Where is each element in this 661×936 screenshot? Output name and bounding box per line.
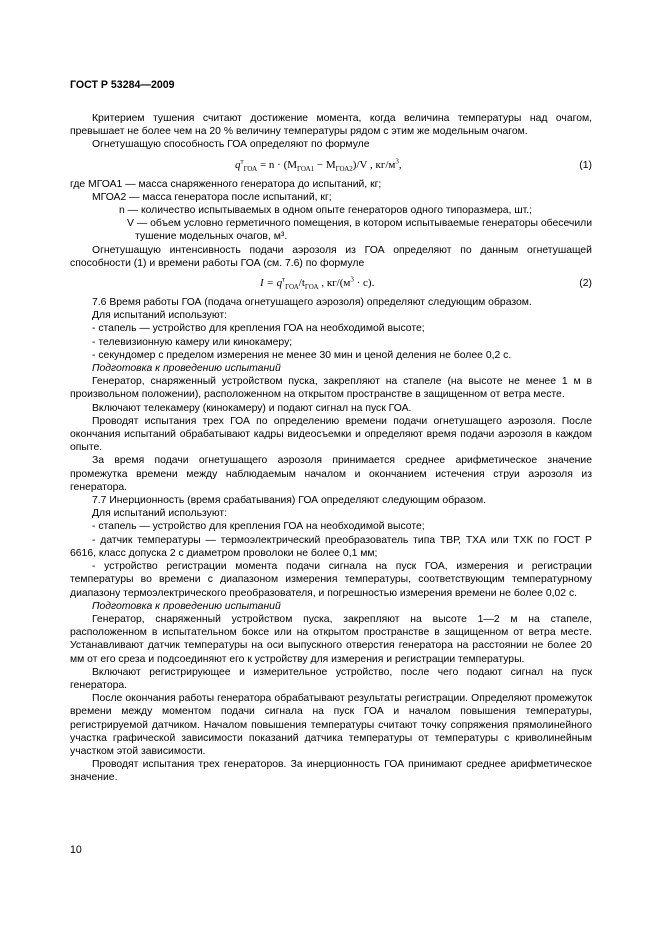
paragraph: Включают телекамеру (кинокамеру) и подают сигнал на пуск ГОА. (92, 402, 412, 414)
list-item: - телевизионную камеру или кинокамеру; (92, 336, 293, 348)
formula-sup: т (240, 156, 244, 165)
definition-item: MГОА2 — масса генератора после испытаний, кг; (92, 191, 332, 203)
formula-1-expression (235, 156, 402, 173)
paragraph: Для испытаний используют: (92, 508, 228, 520)
paragraph: Включают регистрирующее и измерительное устройство, после чего подают сигнал на пуск генератора. (70, 666, 592, 691)
formula-part: , (398, 158, 402, 171)
paragraph: За время подачи огнетушащего аэрозоля принимается среднее арифметическое значение промежутка времени между наблюдаемым началом и окончанием истечения струи аэрозоля из генератора. (70, 455, 592, 493)
formula-1 (70, 154, 592, 178)
page-content (70, 112, 592, 785)
formula-sub: ГОА (304, 283, 319, 292)
formula-symbol: I = q (260, 277, 283, 290)
definition-item: n — количество испытываемых в одном опыте генераторов одного типоразмера, шт.; (119, 205, 533, 217)
formula-sub: ГОА1 (297, 164, 315, 173)
formula-part: − M (314, 158, 336, 171)
formula-part: · с). (353, 277, 375, 290)
formula-sub: ГОА (243, 164, 258, 173)
list-item: - устройство регистрации момента подачи сигнала на пуск ГОА, измерения и регистрации температуры во времени с диапазоном измерения температуры, соответствующим температурному диапазону термоэлектрического преобразователя, и погрешностью измерения времени не более 0,02 с. (70, 561, 592, 599)
paragraph: Для испытаний используют: (92, 310, 228, 322)
formula-definitions (70, 178, 592, 244)
paragraph: Огнетушащую способность ГОА определяют по формуле (92, 139, 370, 151)
formula-part: , кг/(м (318, 277, 351, 290)
definition-item: V — объем условно герметичного помещения, в котором испытываемые генераторы обесечили тушение модельных очагов, м³. (127, 218, 592, 243)
paragraph: Проводят испытания трех ГОА по определению времени подачи огнетушащего аэрозоля. После окончания испытаний обрабатывают кадры видеосъемки и определяют время подачи аэрозоля в каждом опыте. (70, 415, 592, 454)
definition-item: где MГОА1 — масса снаряженного генератора до испытаний, кг; (70, 178, 382, 190)
formula-sup: 3 (395, 156, 399, 165)
formula-sub: ГОА2 (335, 164, 353, 173)
list-item: - стапель — устройство для крепления ГОА на необходимой высоте; (92, 323, 425, 335)
section-heading-7-7: 7.7 Инерционность (время срабатывания) ГОА определяют следующим образом. (92, 495, 486, 507)
formula-1-number: (1) (579, 159, 592, 171)
document-header: ГОСТ Р 53284—2009 (70, 79, 175, 91)
formula-sup: т (282, 275, 286, 284)
formula-sup: 3 (350, 275, 354, 284)
formula-part: = n · (M (257, 158, 298, 171)
list-item: - секундомер с пределом измерения не менее 30 мин и ценой деления не более 0,2 с. (92, 349, 512, 361)
subheading: Подготовка к проведению испытаний (92, 363, 281, 375)
list-item: - стапель — устройство для крепления ГОА на необходимой высоте; (92, 521, 425, 533)
formula-part: /t (298, 277, 305, 290)
formula-symbol: q (235, 158, 241, 171)
page-number: 10 (70, 844, 82, 856)
paragraph: Проводят испытания трех генераторов. За инерционность ГОА принимают среднее арифметическое значение. (70, 759, 592, 784)
paragraph: Генератор, снаряженный устройством пуска, закрепляют на высоте 1—2 м на стапеле, расположенном в испытательном боксе или на открытом пространстве в защищенном от ветра месте. Устанавливают датчик температуры на оси выпускного отверстия генератора на расстоянии не более 20 мм от его среза и подсоединяют его к устройству для измерения и регистрации температуры. (70, 613, 592, 665)
paragraph: Критерием тушения считают достижение момента, когда величина температуры над очагом, превышает не более чем на 20 % величину температуры рядом с этим же модельным очагом. (70, 113, 592, 138)
paragraph: После окончания работы генератора обрабатывают результаты регистрации. Определяют промежуток времени между моментом подачи сигнала на пуск ГОА и началом повышения температуры, регистрируемой датчиком. Началом повышения температуры считают точку сопряжения прямолинейного участка графической зависимости показаний датчика температуры от температуры с криволинейным участком этой зависимости. (70, 693, 592, 757)
subheading: Подготовка к проведению испытаний (92, 600, 281, 612)
list-item: - датчик температуры — термоэлектрический преобразователь типа ТВР, ТХА или ТХК по ГОСТ Р 6616, класс допуска 2 с диаметром проволоки не более 0,1 мм; (70, 534, 592, 559)
formula-sub: ГОА (285, 283, 299, 292)
section-heading-7-6: 7.6 Время работы ГОА (подача огнетушащего аэрозоля) определяют следующим образом. (92, 297, 532, 309)
formula-part: )/V , кг/м (352, 158, 396, 171)
formula-2-number: (2) (579, 278, 592, 290)
paragraph: Генератор, снаряженный устройством пуска, закрепляют на стапеле (на высоте не менее 1 м в произвольном положении), расположенном на открытом пространстве в защищенном от ветра месте. (70, 376, 592, 401)
formula-2-expression (260, 277, 374, 290)
paragraph: Огнетушащую интенсивность подачи аэрозоля из ГОА определяют по данным огнетушащей способности (1) и времени работы ГОА (см. 7.6) по формуле (70, 244, 592, 269)
formula-2 (70, 272, 592, 296)
